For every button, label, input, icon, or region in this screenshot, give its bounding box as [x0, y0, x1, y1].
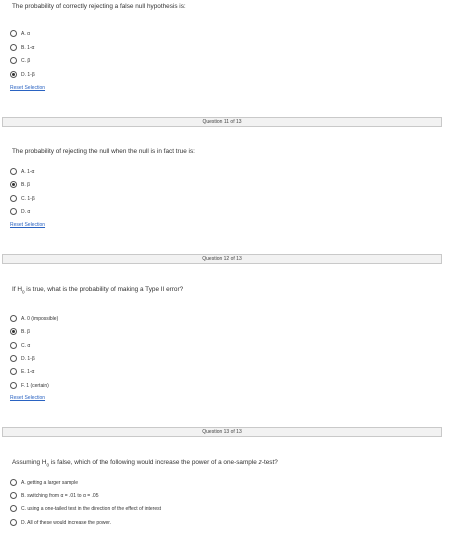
- q12-reset-selection-link[interactable]: Reset Selection: [10, 395, 46, 401]
- radio-button[interactable]: [10, 479, 17, 486]
- q11-option-b[interactable]: [10, 180, 30, 189]
- q10-reset-selection-link[interactable]: Reset Selection: [10, 85, 46, 91]
- option-label: B. switching from α = .01 to α = .05: [21, 492, 99, 499]
- option-label: D. 1-β: [21, 355, 35, 362]
- option-label: E. 1-α: [21, 368, 35, 375]
- radio-button[interactable]: [10, 315, 17, 322]
- radio-button[interactable]: [10, 195, 17, 202]
- radio-button-selected[interactable]: [10, 328, 17, 335]
- q12-option-b[interactable]: [10, 327, 30, 336]
- q13-option-c[interactable]: [10, 504, 161, 513]
- option-label: A. α: [21, 30, 31, 37]
- question-12-text: If $H_0$ is true, what is the probability of making a Type II error?: [12, 286, 184, 295]
- radio-button[interactable]: [10, 168, 17, 175]
- question-11-text: The probability of rejecting the null when the null is in fact true is:: [12, 148, 195, 155]
- q10-option-a[interactable]: [10, 29, 30, 38]
- option-label: D. All of these would increase the power.: [21, 519, 112, 526]
- q10-option-c[interactable]: [10, 56, 30, 65]
- question-13-text: Assuming $H_0$ is false, which of the following would increase the power of a one-sample z-test?: [12, 459, 278, 468]
- option-label: B. β: [21, 328, 30, 335]
- q12-option-f[interactable]: [10, 381, 49, 390]
- option-label: A. 0 (impossible): [21, 315, 59, 322]
- q11-option-d[interactable]: [10, 207, 30, 216]
- option-label: C. β: [21, 57, 31, 64]
- q12-option-e[interactable]: [10, 367, 34, 376]
- option-label: B. β: [21, 181, 30, 188]
- question-11-header: Question 11 of 13: [2, 117, 442, 127]
- option-label: D. 1-β: [21, 71, 35, 78]
- radio-button[interactable]: [10, 505, 17, 512]
- option-label: F. 1 (certain): [21, 382, 49, 389]
- radio-button-selected[interactable]: [10, 181, 17, 188]
- radio-button[interactable]: [10, 30, 17, 37]
- option-label: C. α: [21, 342, 31, 349]
- question-13-header: Question 13 of 13: [2, 427, 442, 437]
- option-label: C. 1-β: [21, 195, 35, 202]
- q11-option-a[interactable]: [10, 167, 34, 176]
- q12-option-a[interactable]: [10, 314, 58, 323]
- option-label: B. 1-α: [21, 44, 35, 51]
- question-10-text: The probability of correctly rejecting a false null hypothesis is:: [12, 3, 186, 10]
- radio-button[interactable]: [10, 519, 17, 526]
- radio-button[interactable]: [10, 44, 17, 51]
- radio-button[interactable]: [10, 57, 17, 64]
- option-label: C. using a one-tailed test in the direction of the effect of interest: [21, 505, 161, 512]
- option-label: A. 1-α: [21, 168, 35, 175]
- q11-reset-selection-link[interactable]: Reset Selection: [10, 222, 46, 228]
- radio-button[interactable]: [10, 368, 17, 375]
- radio-button[interactable]: [10, 208, 17, 215]
- radio-button[interactable]: [10, 342, 17, 349]
- radio-button[interactable]: [10, 355, 17, 362]
- q12-option-c[interactable]: [10, 341, 30, 350]
- q12-option-d[interactable]: [10, 354, 35, 363]
- option-label: D. α: [21, 208, 31, 215]
- question-12-header: Question 12 of 13: [2, 254, 442, 264]
- radio-button-selected[interactable]: [10, 71, 17, 78]
- option-label: A. getting a larger sample: [21, 479, 78, 486]
- radio-button[interactable]: [10, 492, 17, 499]
- q10-option-d[interactable]: [10, 70, 35, 79]
- q10-option-b[interactable]: [10, 43, 34, 52]
- q13-option-d[interactable]: [10, 518, 111, 527]
- radio-button[interactable]: [10, 382, 17, 389]
- q13-option-b[interactable]: [10, 491, 98, 500]
- q11-option-c[interactable]: [10, 194, 35, 203]
- q13-option-a[interactable]: [10, 478, 78, 487]
